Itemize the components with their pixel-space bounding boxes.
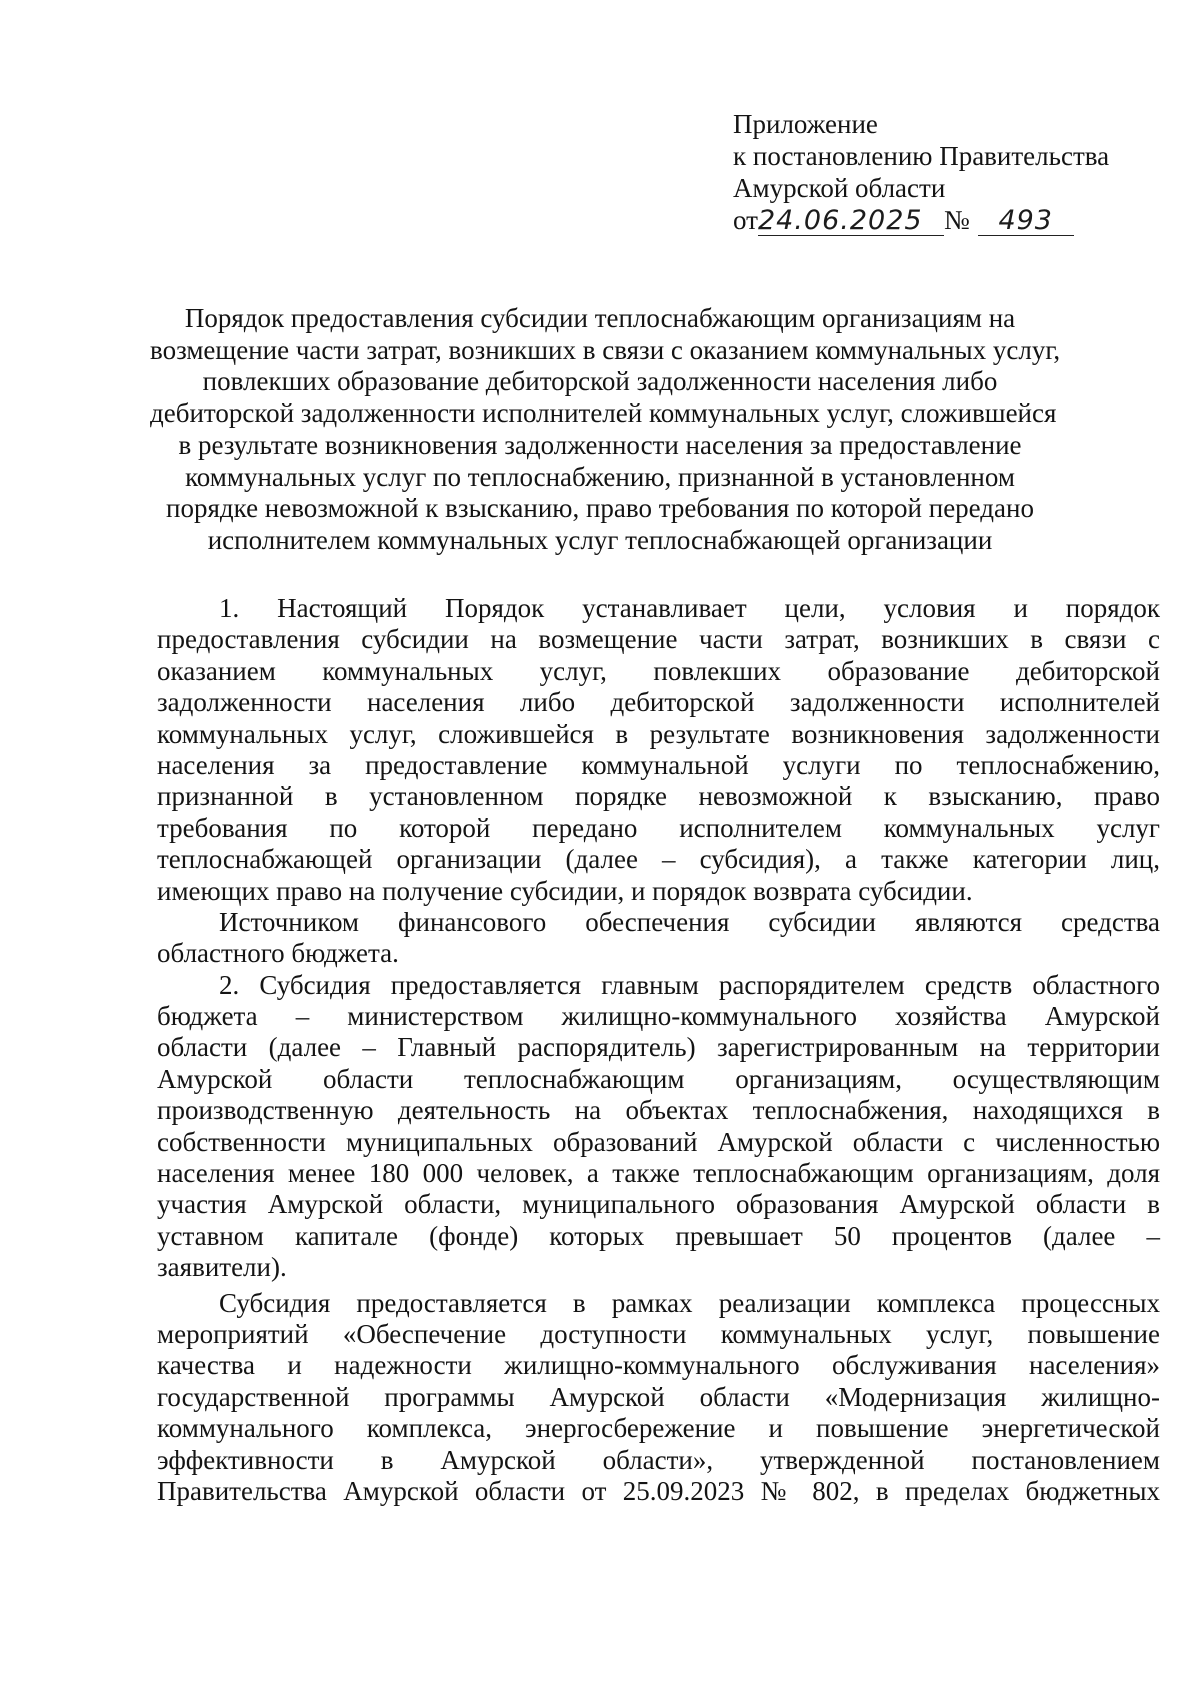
appendix-header — [733, 108, 1163, 240]
title-line: дебиторской задолженности исполнителей коммунальных услуг, сложившейся — [150, 398, 1057, 429]
body-line: участия Амурской области, муниципального образования Амурской области в — [157, 1189, 1160, 1220]
body-line: заявители). — [157, 1252, 287, 1283]
body-line: теплоснабжающей организации (далее – субсидия), а также категории лиц, — [157, 844, 1160, 875]
body-line: собственности муниципальных образований Амурской области с численностью — [157, 1126, 1160, 1157]
paragraph-4 — [157, 1288, 1160, 1508]
paragraph-2 — [157, 907, 1160, 970]
title-line: порядке невозможной к взысканию, право требования по которой передано — [166, 493, 1034, 524]
appendix-region: Амурской области — [733, 173, 946, 203]
document-title — [150, 303, 1061, 557]
body-line: областного бюджета. — [157, 938, 399, 969]
title-line: коммунальных услуг по теплоснабжению, признанной в установленном — [185, 461, 1015, 492]
paragraph-1 — [157, 593, 1160, 907]
body-line: эффективности в Амурской области», утвержденной постановлением — [157, 1444, 1160, 1475]
body-line: качества и надежности жилищно-коммунального обслуживания населения» — [157, 1350, 1160, 1381]
body-line: области (далее – Главный распорядитель) зарегистрированным на территории — [157, 1032, 1160, 1063]
body-line: населения менее 180 000 человек, а также теплоснабжающим организациям, доля — [157, 1158, 1160, 1189]
body-line: предоставления субсидии на возмещение части затрат, возникших в связи с — [157, 624, 1160, 655]
body-line: Источником финансового обеспечения субсидии являются средства — [219, 906, 1160, 937]
body-line: требования по которой передано исполнителем коммунальных услуг — [157, 812, 1160, 843]
body-line: 2. Субсидия предоставляется главным распорядителем средств областного — [219, 969, 1160, 1000]
body-line: задолженности населения либо дебиторской задолженности исполнителей — [157, 687, 1160, 718]
body-line: Амурской области теплоснабжающим организациям, осуществляющим — [157, 1063, 1160, 1094]
document-body — [157, 593, 1160, 1507]
body-line: признанной в установленном порядке невозможной к взысканию, право — [157, 781, 1160, 812]
body-line: коммунальных услуг, сложившейся в результате возникновения задолженности — [157, 718, 1160, 749]
appendix-label: Приложение — [733, 109, 878, 139]
handwritten-number: 493 — [978, 207, 1074, 236]
body-line: коммунального комплекса, энергосбережение и повышение энергетической — [157, 1413, 1160, 1444]
body-line: оказанием коммунальных услуг, повлекших образование дебиторской — [157, 655, 1160, 686]
title-line: возмещение части затрат, возникших в связи с оказанием коммунальных услуг, — [150, 334, 1061, 365]
appendix-date-number — [733, 204, 1163, 240]
title-line: повлекших образование дебиторской задолженности населения либо — [202, 366, 998, 397]
body-line: государственной программы Амурской области «Модернизация жилищно- — [157, 1381, 1160, 1412]
body-line: бюджета – министерством жилищно-коммунального хозяйства Амурской — [157, 1001, 1160, 1032]
body-line: Правительства Амурской области от 25.09.2023 № 802, в пределах бюджетных — [157, 1475, 1160, 1506]
body-line: мероприятий «Обеспечение доступности коммунальных услуг, повышение — [157, 1318, 1160, 1349]
date-prefix: от — [733, 205, 758, 235]
body-line: уставном капитале (фонде) которых превышает 50 процентов (далее – — [157, 1220, 1160, 1251]
number-prefix: № — [943, 205, 970, 235]
body-line: населения за предоставление коммунальной услуги по теплоснабжению, — [157, 749, 1160, 780]
body-line: имеющих право на получение субсидии, и порядок возврата субсидии. — [157, 875, 973, 906]
body-line: 1. Настоящий Порядок устанавливает цели, условия и порядок — [219, 593, 1160, 623]
title-line: исполнителем коммунальных услуг теплоснабжающей организации — [207, 524, 993, 555]
title-line: Порядок предоставления субсидии теплоснабжающим организациям на — [184, 303, 1016, 333]
title-line: в результате возникновения задолженности населения за предоставление — [178, 429, 1022, 460]
handwritten-date: 24.06.2025 — [758, 207, 944, 236]
paragraph-3 — [157, 970, 1160, 1284]
body-line: Субсидия предоставляется в рамках реализации комплекса процессных — [219, 1287, 1160, 1318]
body-line: производственную деятельность на объектах теплоснабжения, находящихся в — [157, 1095, 1160, 1126]
appendix-resolution: к постановлению Правительства — [733, 141, 1110, 171]
